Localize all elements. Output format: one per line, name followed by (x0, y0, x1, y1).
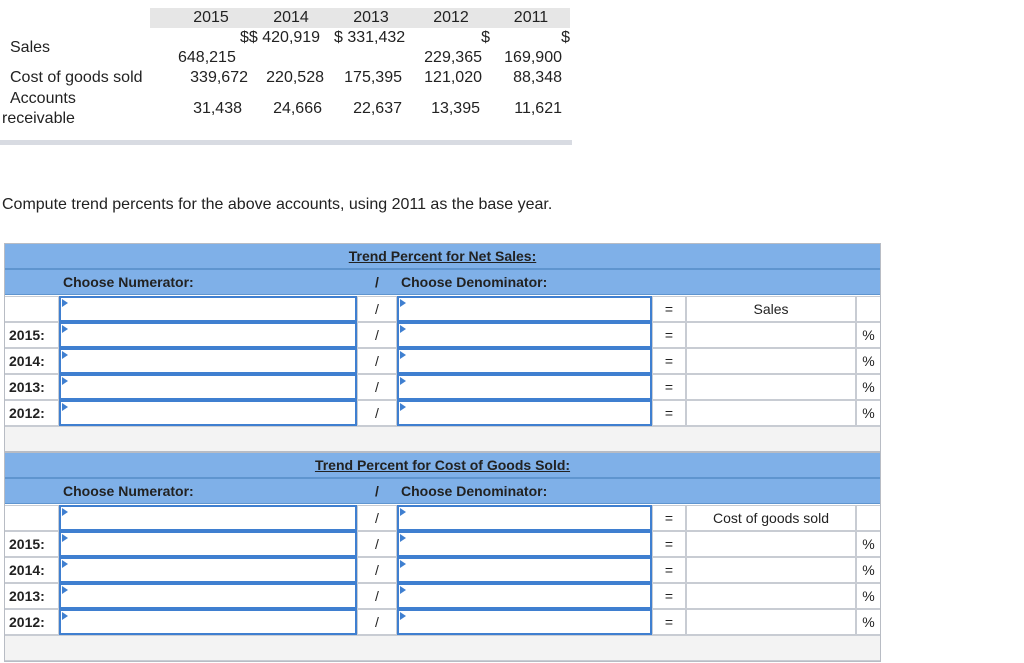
dropdown-arrow-icon (400, 403, 406, 411)
sales-2012: 229,365 (424, 49, 482, 66)
result-input[interactable] (686, 348, 856, 374)
ar-2012: 13,395 (431, 100, 480, 117)
equals-symbol: = (652, 531, 686, 557)
data-table (0, 0, 572, 146)
percent-unit: % (856, 557, 881, 583)
year-2013: 2013 (353, 9, 389, 26)
cogs-2015: 339,672 (190, 69, 248, 86)
equals-symbol: = (652, 609, 686, 635)
slash-symbol: / (357, 348, 397, 374)
denominator-dropdown[interactable] (397, 557, 652, 583)
instruction-text: Compute trend percents for the above accounts, using 2011 as the base year. (2, 196, 553, 213)
percent-unit: % (856, 348, 881, 374)
result-input[interactable] (686, 400, 856, 426)
cogs-2011: 88,348 (513, 69, 562, 86)
year-2014: 2014 (273, 9, 309, 26)
table-divider (0, 140, 572, 145)
percent-unit: % (856, 583, 881, 609)
trend-row-2013 (4, 374, 881, 400)
denominator-dropdown[interactable] (397, 505, 652, 531)
dropdown-arrow-icon (400, 351, 406, 359)
row-year-label: 2013: (4, 583, 59, 609)
row-year-label: 2014: (4, 348, 59, 374)
result-label: Sales (686, 296, 856, 322)
unit-cell (856, 296, 881, 322)
sales-2013: $ 331,432 (334, 29, 406, 46)
worksheet-spacer (4, 426, 881, 452)
result-input[interactable] (686, 557, 856, 583)
row-year-label: 2012: (4, 400, 59, 426)
sales-2011: 169,900 (504, 49, 562, 66)
dropdown-arrow-icon (62, 508, 68, 516)
denominator-dropdown[interactable] (397, 322, 652, 348)
equals-symbol: = (652, 583, 686, 609)
dropdown-arrow-icon (400, 560, 406, 568)
trend-row-2015 (4, 322, 881, 348)
dropdown-arrow-icon (62, 586, 68, 594)
row-year-label: 2015: (4, 531, 59, 557)
dropdown-arrow-icon (400, 325, 406, 333)
sales-2014: $$ 420,919 (240, 29, 321, 46)
numerator-dropdown[interactable] (59, 374, 357, 400)
equals-symbol: = (652, 557, 686, 583)
denominator-dropdown[interactable] (397, 583, 652, 609)
cogs-2012: 121,020 (424, 69, 482, 86)
numerator-dropdown[interactable] (59, 348, 357, 374)
slash-symbol: / (357, 609, 397, 635)
dropdown-arrow-icon (400, 534, 406, 542)
percent-unit: % (856, 531, 881, 557)
ar-2015: 31,438 (193, 100, 242, 117)
slash-symbol: / (357, 583, 397, 609)
trend-row-2013 (4, 583, 881, 609)
year-2012: 2012 (433, 9, 469, 26)
slash-symbol: / (357, 505, 397, 531)
row-year-label: 2014: (4, 557, 59, 583)
slash-symbol: / (357, 322, 397, 348)
denominator-dropdown[interactable] (397, 348, 652, 374)
dropdown-arrow-icon (400, 612, 406, 620)
header-slash: / (375, 274, 379, 290)
sales-2012-currency: $ (481, 29, 490, 46)
year-2015: 2015 (193, 9, 229, 26)
row-year-label: 2012: (4, 609, 59, 635)
numerator-header: Choose Numerator: (63, 274, 194, 290)
sales-2011-currency: $ (561, 29, 570, 46)
numerator-dropdown[interactable] (59, 296, 357, 322)
trend-row-2014 (4, 557, 881, 583)
row-label (4, 505, 59, 531)
trend-row-2015 (4, 531, 881, 557)
numerator-dropdown[interactable] (59, 505, 357, 531)
dropdown-arrow-icon (62, 534, 68, 542)
dropdown-arrow-icon (62, 612, 68, 620)
equals-symbol: = (652, 322, 686, 348)
unit-cell (856, 505, 881, 531)
percent-unit: % (856, 400, 881, 426)
result-input[interactable] (686, 374, 856, 400)
denominator-dropdown[interactable] (397, 531, 652, 557)
trend-row-2012 (4, 609, 881, 635)
slash-symbol: / (357, 374, 397, 400)
equals-symbol: = (652, 400, 686, 426)
denominator-dropdown[interactable] (397, 400, 652, 426)
trend-row-2012 (4, 400, 881, 426)
equals-symbol: = (652, 296, 686, 322)
denominator-dropdown[interactable] (397, 296, 652, 322)
dropdown-arrow-icon (62, 325, 68, 333)
slash-symbol: / (357, 296, 397, 322)
numerator-dropdown[interactable] (59, 400, 357, 426)
dropdown-arrow-icon (400, 586, 406, 594)
result-input[interactable] (686, 531, 856, 557)
denominator-header: Choose Denominator: (401, 274, 548, 290)
numerator-dropdown[interactable] (59, 322, 357, 348)
numerator-dropdown[interactable] (59, 583, 357, 609)
slash-symbol: / (357, 400, 397, 426)
row-label (4, 296, 59, 322)
denominator-header: Choose Denominator: (401, 483, 548, 499)
percent-unit: % (856, 374, 881, 400)
result-input[interactable] (686, 583, 856, 609)
numerator-dropdown[interactable] (59, 531, 357, 557)
worksheet-cost-of-goods-sold (4, 452, 881, 662)
result-label: Cost of goods sold (686, 505, 856, 531)
numerator-header: Choose Numerator: (63, 483, 194, 499)
ar-2013: 22,637 (353, 100, 402, 117)
slash-symbol: / (357, 557, 397, 583)
equals-symbol: = (652, 505, 686, 531)
dropdown-arrow-icon (62, 403, 68, 411)
equals-symbol: = (652, 348, 686, 374)
worksheet-title: Trend Percent for Cost of Goods Sold: (314, 457, 571, 473)
worksheet-net-sales (4, 243, 881, 452)
equals-symbol: = (652, 374, 686, 400)
slash-symbol: / (357, 531, 397, 557)
sales-2015: 648,215 (178, 49, 236, 66)
row-year-label: 2015: (4, 322, 59, 348)
dropdown-arrow-icon (62, 560, 68, 568)
denominator-dropdown[interactable] (397, 374, 652, 400)
dropdown-arrow-icon (62, 351, 68, 359)
percent-unit: % (856, 609, 881, 635)
dropdown-arrow-icon (62, 377, 68, 385)
ar-2011: 11,621 (514, 100, 562, 117)
cogs-label: Cost of goods sold (10, 69, 143, 86)
year-2011: 2011 (513, 9, 549, 26)
cogs-2013: 175,395 (344, 69, 402, 86)
ar-label-line1: Accounts (10, 90, 76, 107)
ar-label-line2: receivable (2, 110, 75, 127)
base-row (4, 505, 881, 531)
percent-unit: % (856, 322, 881, 348)
dropdown-arrow-icon (62, 299, 68, 307)
result-input[interactable] (686, 609, 856, 635)
header-slash: / (375, 483, 379, 499)
worksheet-spacer (4, 635, 881, 661)
base-row (4, 296, 881, 322)
trend-row-2014 (4, 348, 881, 374)
worksheet-title: Trend Percent for Net Sales: (348, 248, 537, 264)
dropdown-arrow-icon (400, 508, 406, 516)
dropdown-arrow-icon (400, 299, 406, 307)
denominator-dropdown[interactable] (397, 609, 652, 635)
result-input[interactable] (686, 322, 856, 348)
sales-label: Sales (10, 39, 51, 56)
ar-2014: 24,666 (273, 100, 322, 117)
dropdown-arrow-icon (400, 377, 406, 385)
row-year-label: 2013: (4, 374, 59, 400)
numerator-dropdown[interactable] (59, 609, 357, 635)
cogs-2014: 220,528 (266, 69, 324, 86)
numerator-dropdown[interactable] (59, 557, 357, 583)
